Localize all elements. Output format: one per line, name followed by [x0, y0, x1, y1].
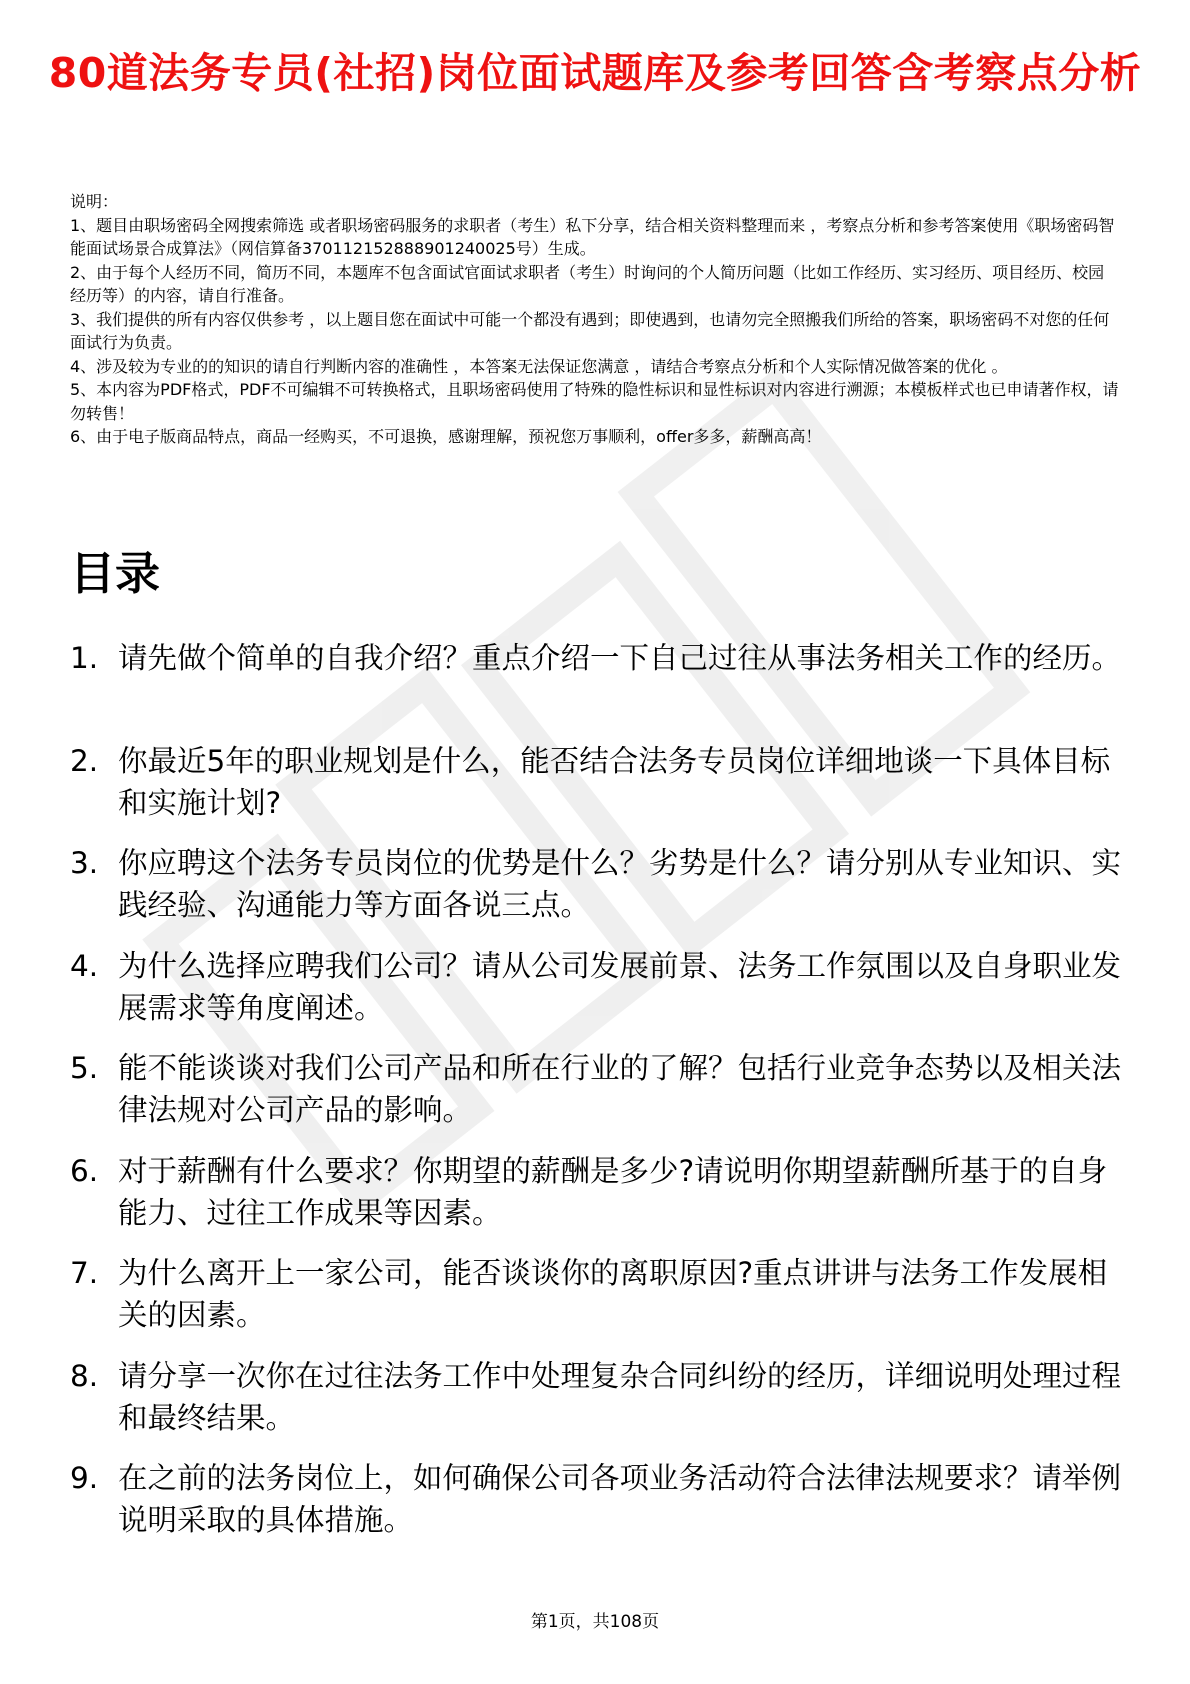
toc-item-number: 5.: [70, 1051, 99, 1085]
toc-item-number: 3.: [70, 846, 99, 880]
toc-item-text: 你应聘这个法务专员岗位的优势是什么？劣势是什么？请分别从专业知识、实践经验、沟通能力等方面各说三点。: [118, 846, 1122, 922]
notes-item: 3、我们提供的所有内容仅供参考 ，以上题目您在面试中可能一个都没有遇到；即使遇到，也请勿完全照搬我们所给的答案，职场密码不对您的任何面试行为负责。: [70, 309, 1110, 352]
toc-item-text: 你最近5年的职业规划是什么，能否结合法务专员岗位详细地谈一下具体目标和实施计划?: [118, 743, 1111, 820]
toc-item-text: 为什么离开上一家公司，能否谈谈你的离职原因?重点讲讲与法务工作发展相关的因素。: [118, 1256, 1108, 1332]
toc-heading: 目录: [70, 547, 161, 600]
toc-item-text: 能不能谈谈对我们公司产品和所在行业的了解？包括行业竞争态势以及相关法律法规对公司产品的影响。: [118, 1051, 1122, 1127]
toc-item-text: 请分享一次你在过往法务工作中处理复杂合同纠纷的经历，详细说明处理过程和最终结果。: [118, 1358, 1122, 1435]
toc-list: [70, 637, 1130, 1560]
toc-item[interactable]: [70, 1457, 1130, 1541]
notes-item: 4、涉及较为专业的的知识的请自行判断内容的准确性 ，本答案无法保证您满意 ，请结合考察点分析和个人实际情况做答案的优化 。: [70, 356, 1008, 376]
toc-item[interactable]: [70, 842, 1130, 926]
toc-item[interactable]: [70, 945, 1130, 1029]
page-title: 80道法务专员(社招)岗位面试题库及参考回答含考察点分析: [48, 49, 1142, 97]
toc-item[interactable]: [70, 1355, 1130, 1439]
notes-item: 2、由于每个人经历不同，简历不同，本题库不包含面试官面试求职者（考生）时询问的个人简历问题（比如工作经历、实习经历、项目经历、校园经历等）的内容，请自行准备。: [70, 262, 1105, 305]
toc-item[interactable]: [70, 1047, 1130, 1131]
notes-item: 6、由于电子版商品特点，商品一经购买，不可退换，感谢理解，预祝您万事顺利，offer多多，薪酬高高！: [70, 427, 822, 446]
notes-heading: 说明：: [70, 192, 119, 211]
toc-item[interactable]: [70, 740, 1130, 824]
toc-item[interactable]: [70, 637, 1130, 721]
toc-item-number: 1.: [70, 641, 99, 675]
notes-item: 1、题目由职场密码全网搜索筛选 或者职场密码服务的求职者（考生）私下分享，结合相关资料整理而来 ，考察点分析和参考答案使用《职场密码智能面试场景合成算法》（网信算备370112152888901240025号）生成。: [70, 215, 1115, 258]
toc-item[interactable]: [70, 1150, 1130, 1234]
toc-item-text: 为什么选择应聘我们公司？请从公司发展前景、法务工作氛围以及自身职业发展需求等角度阐述。: [118, 948, 1122, 1025]
toc-item-text: 对于薪酬有什么要求？你期望的薪酬是多少?请说明你期望薪酬所基于的自身能力、过往工作成果等因素。: [118, 1153, 1108, 1230]
notes-section: [70, 190, 1120, 449]
toc-item-number: 9.: [70, 1461, 99, 1495]
toc-item-number: 4.: [70, 948, 99, 983]
toc-item[interactable]: [70, 1252, 1130, 1336]
page-footer: 第1页，共108页: [530, 1612, 660, 1632]
toc-item-number: 7.: [70, 1256, 99, 1290]
toc-item-text: 请先做个简单的自我介绍？重点介绍一下自己过往从事法务相关工作的经历。: [118, 641, 1122, 675]
toc-item-number: 6.: [70, 1153, 99, 1188]
toc-item-text: 在之前的法务岗位上，如何确保公司各项业务活动符合法律法规要求？请举例说明采取的具体措施。: [118, 1461, 1122, 1537]
toc-item-number: 8.: [70, 1358, 99, 1393]
notes-item: 5、本内容为PDF格式，PDF不可编辑不可转换格式，且职场密码使用了特殊的隐性标识和显性标识对内容进行溯源；本模板样式也已申请著作权，请勿转售！: [70, 380, 1119, 423]
toc-item-number: 2.: [70, 743, 99, 778]
